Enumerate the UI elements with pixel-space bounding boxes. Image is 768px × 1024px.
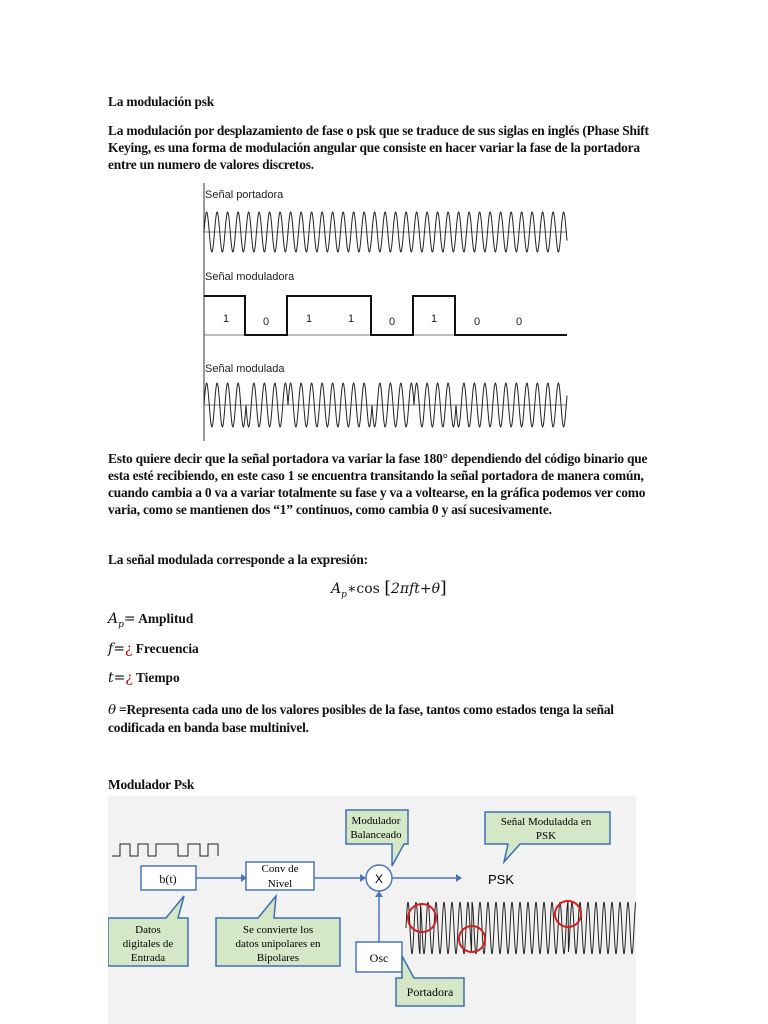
datos-line-3: Entrada (130, 952, 166, 964)
datos-line-1: Datos (135, 924, 161, 936)
datos-line-2: digitales de (122, 938, 174, 950)
convierte-line-3: Bipolares (256, 952, 300, 964)
modulated-label: Señal modulada (205, 363, 285, 375)
convierte-line-1: Se convierte los (242, 924, 314, 936)
bal-line-2: Balanceado (350, 829, 402, 841)
definition-frequency (108, 641, 199, 657)
mixer-label: X (374, 872, 384, 886)
heading: La modulación psk (108, 94, 214, 109)
bt-label: b(t) (159, 872, 177, 886)
def-text: Amplitud (135, 611, 194, 626)
carrier-label: Señal portadora (205, 189, 284, 201)
def-text: Frecuencia (132, 641, 199, 656)
bit-1: 0 (263, 316, 270, 328)
def-symbol: A (108, 611, 119, 627)
modulated-line-1: Señal Moduladda en (500, 816, 592, 828)
formula-bracket-left: [ (384, 578, 391, 598)
def-eq: = (113, 670, 126, 686)
formula-sub: p (341, 589, 347, 600)
convierte-line-2: datos unipolares en (235, 938, 321, 950)
bit-7: 0 (516, 316, 523, 328)
def-symbol: f (108, 641, 114, 657)
def-mark: ¿ (124, 641, 133, 657)
conv-line-1: Conv de (261, 863, 299, 875)
bit-3: 1 (348, 313, 355, 325)
def-symbol: t (108, 670, 114, 686)
bit-5: 1 (431, 313, 438, 325)
psk-modulator-diagram (108, 796, 636, 1024)
psk-output-label: PSK (488, 872, 515, 887)
modulated-signal-formula (331, 578, 447, 600)
bit-4: 0 (389, 316, 396, 328)
definition-time (108, 670, 180, 686)
conv-line-2: Nivel (267, 878, 293, 890)
def-eq: = (113, 641, 125, 657)
def-text: Tiempo (132, 670, 180, 685)
paragraph-explanation: Esto quiere decir que la señal portadora va variar la fase 180° dependiendo del código binario que esta esté recibiendo, en este caso 1 se encuentra transitando la señal portadora de manera común, cuando cambia a 0 va a variar totalmente su fase y va a voltearse, en la gráfica podemos ver como varia, como se mantienen dos “1” continuos, como cambia 0 y así sucesivamente. (108, 451, 648, 517)
formula-cos: ∗cos (346, 581, 380, 597)
paragraph-intro: La modulación por desplazamiento de fase o psk que se traduce de sus siglas en inglés (Phase Shift Keying, es una forma de modulación angular que consiste en hacer variar la fase de la portadora entre un numero de valores discretos. (108, 123, 649, 172)
def-sub: p (118, 619, 124, 630)
modulating-label: Señal moduladora (205, 271, 295, 283)
expression-intro: La señal modulada corresponde a la expresión: (108, 552, 368, 567)
formula-amplitude: A (331, 581, 342, 597)
def-mark: ¿ (125, 670, 133, 686)
formula-bracket-right: ] (440, 578, 447, 598)
formula-argument: 2πft+θ (390, 581, 441, 597)
section-heading-modulator: Modulador Psk (108, 777, 195, 792)
bal-line-1: Modulador (351, 815, 401, 827)
modulated-line-2: PSK (535, 830, 557, 842)
bit-6: 0 (474, 316, 481, 328)
psk-signals-figure (195, 183, 575, 441)
bit-2: 1 (306, 313, 313, 325)
def-eq: = (123, 611, 136, 627)
osc-label: Osc (369, 951, 389, 965)
bit-0: 1 (223, 313, 230, 325)
definition-amplitude (108, 611, 193, 630)
theta-symbol: θ (108, 703, 116, 718)
portadora-label: Portadora (406, 985, 454, 999)
definition-theta (108, 701, 664, 736)
theta-text: =Representa cada uno de los valores posibles de la fase, tantos como estados tenga la señal codificada en banda base multinivel. (108, 702, 614, 735)
